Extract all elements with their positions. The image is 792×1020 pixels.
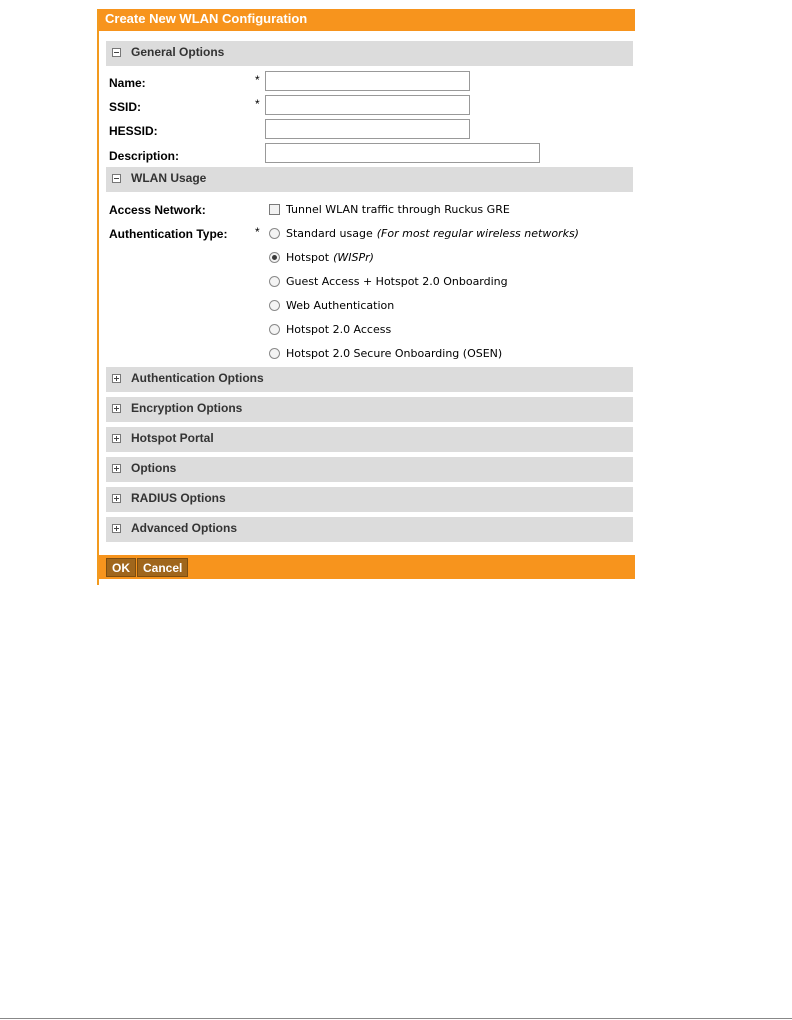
access-network-label: Access Network: [109, 203, 206, 217]
radio-button[interactable] [269, 324, 280, 335]
section-label: Advanced Options [131, 521, 238, 535]
section-label: Encryption Options [131, 401, 243, 415]
radio-button[interactable] [269, 228, 280, 239]
name-label: Name: [109, 76, 146, 90]
description-label: Description: [109, 149, 180, 163]
section-encryption-options[interactable] [106, 397, 633, 422]
radio-button[interactable] [269, 348, 280, 359]
auth-option-osen[interactable] [269, 345, 502, 361]
radio-button[interactable] [269, 276, 280, 287]
tunnel-gre-option[interactable] [269, 201, 510, 217]
radio-button[interactable] [269, 300, 280, 311]
collapse-icon[interactable] [112, 48, 121, 57]
description-input[interactable] [265, 143, 540, 163]
wlan-config-dialog [97, 9, 633, 585]
option-label: Standard usage [286, 226, 373, 240]
auth-option-hotspot[interactable] [269, 249, 374, 265]
section-hotspot-portal[interactable] [106, 427, 633, 452]
option-label: Hotspot [286, 250, 330, 264]
cancel-button[interactable]: Cancel [137, 558, 188, 577]
dialog-title: Create New WLAN Configuration [99, 9, 635, 31]
section-options[interactable] [106, 457, 633, 482]
required-mark: * [255, 73, 260, 87]
auth-option-web-auth[interactable] [269, 297, 394, 313]
button-bar [99, 555, 635, 579]
section-label: WLAN Usage [131, 171, 207, 185]
page-divider [0, 1018, 792, 1019]
option-note: (For most regular wireless networks) [376, 226, 579, 240]
name-input[interactable] [265, 71, 470, 91]
expand-icon[interactable] [112, 464, 121, 473]
tunnel-gre-checkbox[interactable] [269, 204, 280, 215]
section-label: Authentication Options [131, 371, 264, 385]
expand-icon[interactable] [112, 434, 121, 443]
expand-icon[interactable] [112, 404, 121, 413]
option-label: Web Authentication [286, 298, 395, 312]
section-radius-options[interactable] [106, 487, 633, 512]
option-note: (WISPr) [333, 250, 374, 264]
option-label: Hotspot 2.0 Secure Onboarding (OSEN) [286, 346, 503, 360]
tunnel-gre-label: Tunnel WLAN traffic through Ruckus GRE [286, 202, 510, 216]
section-wlan-usage[interactable] [106, 167, 633, 192]
option-label: Guest Access + Hotspot 2.0 Onboarding [286, 274, 508, 288]
auth-option-guest-onboarding[interactable] [269, 273, 508, 289]
auth-option-standard[interactable] [269, 225, 579, 241]
ok-button[interactable]: OK [106, 558, 136, 577]
section-label: Options [131, 461, 177, 475]
radio-button-selected[interactable] [269, 252, 280, 263]
collapse-icon[interactable] [112, 174, 121, 183]
section-label: Hotspot Portal [131, 431, 214, 445]
hessid-input[interactable] [265, 119, 470, 139]
section-authentication-options[interactable] [106, 367, 633, 392]
expand-icon[interactable] [112, 374, 121, 383]
hessid-label: HESSID: [109, 124, 158, 138]
expand-icon[interactable] [112, 524, 121, 533]
option-label: Hotspot 2.0 Access [286, 322, 392, 336]
ssid-label: SSID: [109, 100, 142, 114]
expand-icon[interactable] [112, 494, 121, 503]
section-label: General Options [131, 45, 225, 59]
section-advanced-options[interactable] [106, 517, 633, 542]
section-general-options[interactable] [106, 41, 633, 66]
auth-type-label: Authentication Type: [109, 227, 228, 241]
section-label: RADIUS Options [131, 491, 226, 505]
required-mark: * [255, 97, 260, 111]
auth-option-hs20-access[interactable] [269, 321, 391, 337]
ssid-input[interactable] [265, 95, 470, 115]
required-mark: * [255, 225, 260, 239]
